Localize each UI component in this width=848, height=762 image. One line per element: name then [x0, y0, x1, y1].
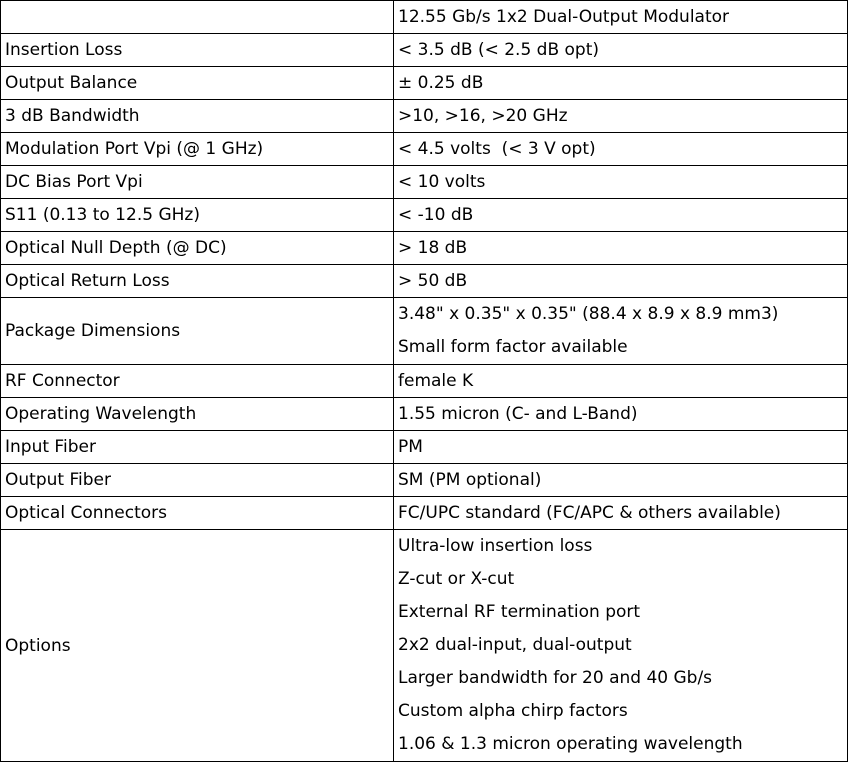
spec-value: >10, >16, >20 GHz [394, 100, 848, 133]
spec-label: Optical Connectors [1, 497, 394, 530]
option-line: 2x2 dual-input, dual-output [398, 635, 632, 655]
spec-value-multiline [394, 530, 848, 762]
spec-value: > 18 dB [394, 232, 848, 265]
spec-label: S11 (0.13 to 12.5 GHz) [1, 199, 394, 232]
table-row [1, 1, 848, 34]
spec-label: 3 dB Bandwidth [1, 100, 394, 133]
spec-label: Options [1, 530, 394, 762]
option-line: Custom alpha chirp factors [398, 701, 628, 721]
header-value-cell: 12.55 Gb/s 1x2 Dual-Output Modulator [394, 1, 848, 34]
option-line: External RF termination port [398, 602, 641, 622]
spec-label: Operating Wavelength [1, 398, 394, 431]
spec-label: Insertion Loss [1, 34, 394, 67]
spec-value: 1.55 micron (C- and L-Band) [394, 398, 848, 431]
table-row [1, 199, 848, 232]
spec-value: FC/UPC standard (FC/APC & others available) [394, 497, 848, 530]
table-row [1, 464, 848, 497]
table-row [1, 232, 848, 265]
table-row [1, 431, 848, 464]
spec-value: < -10 dB [394, 199, 848, 232]
table-row [1, 530, 848, 762]
table-row [1, 67, 848, 100]
spec-value: < 10 volts [394, 166, 848, 199]
spec-label: Output Balance [1, 67, 394, 100]
spec-value-multiline [394, 298, 848, 365]
spec-label: RF Connector [1, 365, 394, 398]
spec-value: SM (PM optional) [394, 464, 848, 497]
table-row [1, 166, 848, 199]
spec-label: DC Bias Port Vpi [1, 166, 394, 199]
spec-value: < 3.5 dB (< 2.5 dB opt) [394, 34, 848, 67]
option-line: Larger bandwidth for 20 and 40 Gb/s [398, 668, 713, 688]
spec-value: PM [394, 431, 848, 464]
spec-label: Optical Return Loss [1, 265, 394, 298]
table-row [1, 398, 848, 431]
spec-value-line: Small form factor available [398, 337, 628, 357]
table-row [1, 34, 848, 67]
spec-value: < 4.5 volts (< 3 V opt) [394, 133, 848, 166]
table-row [1, 298, 848, 365]
spec-label: Modulation Port Vpi (@ 1 GHz) [1, 133, 394, 166]
spec-label: Optical Null Depth (@ DC) [1, 232, 394, 265]
spec-value-line: 3.48" x 0.35" x 0.35" (88.4 x 8.9 x 8.9 mm3) [398, 304, 779, 324]
table-row [1, 133, 848, 166]
spec-label: Package Dimensions [1, 298, 394, 365]
option-line: 1.06 & 1.3 micron operating wavelength [398, 734, 743, 754]
spec-value: female K [394, 365, 848, 398]
spec-value: ± 0.25 dB [394, 67, 848, 100]
option-line: Z-cut or X-cut [398, 569, 515, 589]
table-row [1, 365, 848, 398]
table-row [1, 265, 848, 298]
spec-value: > 50 dB [394, 265, 848, 298]
table-row [1, 100, 848, 133]
spec-label: Input Fiber [1, 431, 394, 464]
option-line: Ultra-low insertion loss [398, 536, 593, 556]
spec-label: Output Fiber [1, 464, 394, 497]
header-label-cell [1, 1, 394, 34]
table-row [1, 497, 848, 530]
